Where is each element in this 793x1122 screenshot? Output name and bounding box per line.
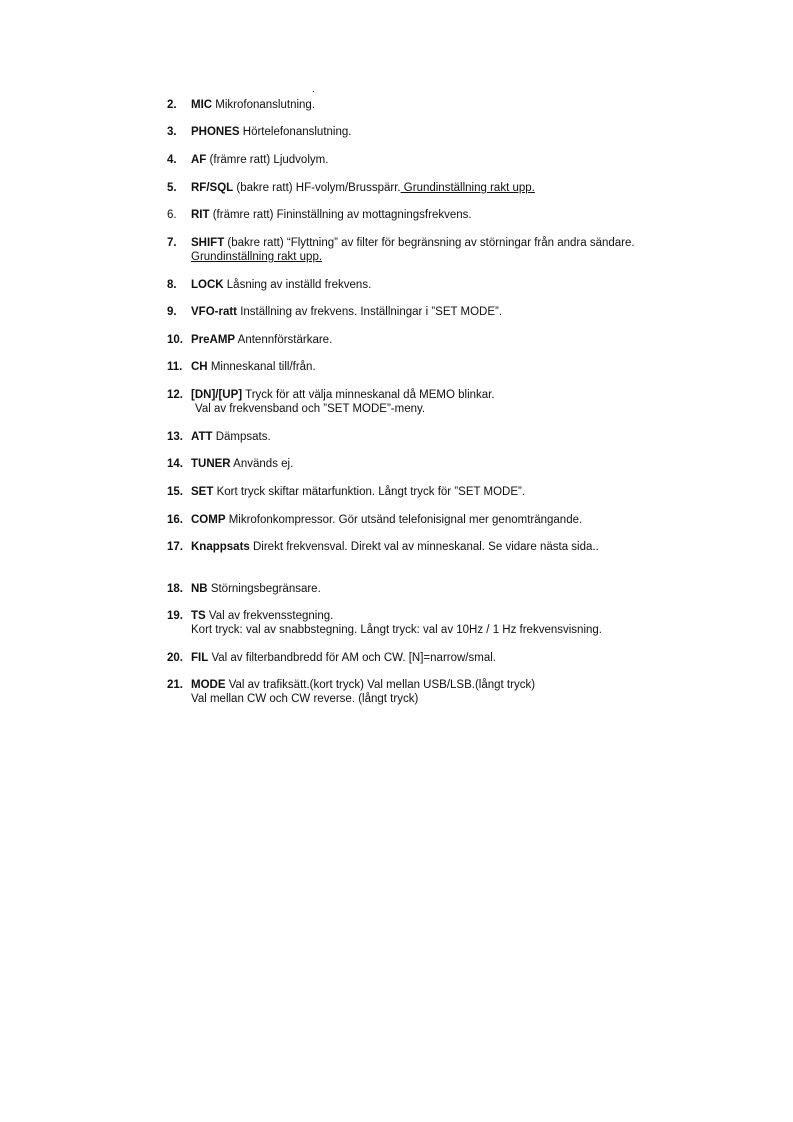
item-number: 20. <box>167 652 183 664</box>
item-number: 14. <box>167 458 183 470</box>
item-number: 4. <box>167 154 177 166</box>
item-underlined-text: Grundinställning rakt upp. <box>400 182 535 194</box>
item-keyword: TUNER <box>191 458 231 470</box>
item-number: 3. <box>167 126 177 138</box>
item-text: Kort tryck skiftar mätarfunktion. Långt tryck för ”SET MODE”. <box>213 486 526 498</box>
item-keyword: PHONES <box>191 126 240 138</box>
item-keyword: TS <box>191 610 206 622</box>
item-text: (bakre ratt) HF-volym/Brusspärr. <box>233 182 401 194</box>
item-keyword: RIT <box>191 209 210 221</box>
item-continuation-underlined: Grundinställning rakt upp. <box>191 251 323 263</box>
item-number: 6. <box>167 209 177 221</box>
top-mark: . <box>312 84 315 95</box>
item-number: 9. <box>167 306 177 318</box>
item-number: 7. <box>167 237 177 249</box>
item-keyword: SET <box>191 486 214 498</box>
item-text: Val av trafiksätt.(kort tryck) Val mellan USB/LSB.(långt tryck) <box>225 679 536 691</box>
item-text: Störningsbegränsare. <box>207 583 321 595</box>
item-continuation: Kort tryck: val av snabbstegning. Långt tryck: val av 10Hz / 1 Hz frekvensvisning. <box>191 624 602 636</box>
item-keyword: NB <box>191 583 208 595</box>
item-keyword: ATT <box>191 431 213 443</box>
item-text: (bakre ratt) “Flyttning” av filter för begränsning av störningar från andra sändare. <box>224 237 635 249</box>
item-number: 21. <box>167 679 183 691</box>
item-text: Dämpsats. <box>212 431 271 443</box>
item-keyword: Knappsats <box>191 541 250 553</box>
item-text: Direkt frekvensval. Direkt val av minneskanal. Se vidare nästa sida.. <box>249 541 599 553</box>
item-text: Antennförstärkare. <box>235 334 333 346</box>
item-continuation: Val mellan CW och CW reverse. (långt tryck) <box>191 693 419 705</box>
item-text: Val av frekvensstegning. <box>205 610 334 622</box>
item-number: 17. <box>167 541 183 553</box>
item-number: 2. <box>167 99 177 111</box>
item-keyword: RF/SQL <box>191 182 234 194</box>
item-keyword: [DN]/[UP] <box>191 389 243 401</box>
item-number: 19. <box>167 610 183 622</box>
item-number: 13. <box>167 431 183 443</box>
item-keyword: MIC <box>191 99 213 111</box>
item-text: Minneskanal till/från. <box>207 361 316 373</box>
item-number: 8. <box>167 279 177 291</box>
item-keyword: CH <box>191 361 208 373</box>
item-number: 12. <box>167 389 183 401</box>
item-text: Mikrofonanslutning. <box>212 99 316 111</box>
item-keyword: COMP <box>191 514 226 526</box>
item-text: Låsning av inställd frekvens. <box>223 279 372 291</box>
item-keyword: VFO-ratt <box>191 306 237 318</box>
item-text: Tryck för att välja minneskanal då MEMO blinkar. <box>242 389 495 401</box>
item-text: Används ej. <box>230 458 294 470</box>
item-number: 16. <box>167 514 183 526</box>
item-text: Mikrofonkompressor. Gör utsänd telefonisignal mer genomträngande. <box>225 514 583 526</box>
item-keyword: LOCK <box>191 279 224 291</box>
item-text: Val av filterbandbredd för AM och CW. [N]=narrow/smal. <box>208 652 496 664</box>
item-number: 10. <box>167 334 183 346</box>
item-keyword: PreAMP <box>191 334 236 346</box>
item-text: Inställning av frekvens. Inställningar i ”SET MODE”. <box>237 306 503 318</box>
item-number: 5. <box>167 182 177 194</box>
item-keyword: SHIFT <box>191 237 225 249</box>
item-continuation: Val av frekvensband och ”SET MODE”-meny. <box>195 403 426 415</box>
item-keyword: AF <box>191 154 207 166</box>
item-text: Hörtelefonanslutning. <box>239 126 352 138</box>
item-text: (främre ratt) Ljudvolym. <box>206 154 329 166</box>
item-number: 11. <box>167 361 183 373</box>
item-number: 15. <box>167 486 183 498</box>
item-keyword: MODE <box>191 679 226 691</box>
item-number: 18. <box>167 583 183 595</box>
item-text: (främre ratt) Fininställning av mottagningsfrekvens. <box>209 209 472 221</box>
item-keyword: FIL <box>191 652 209 664</box>
